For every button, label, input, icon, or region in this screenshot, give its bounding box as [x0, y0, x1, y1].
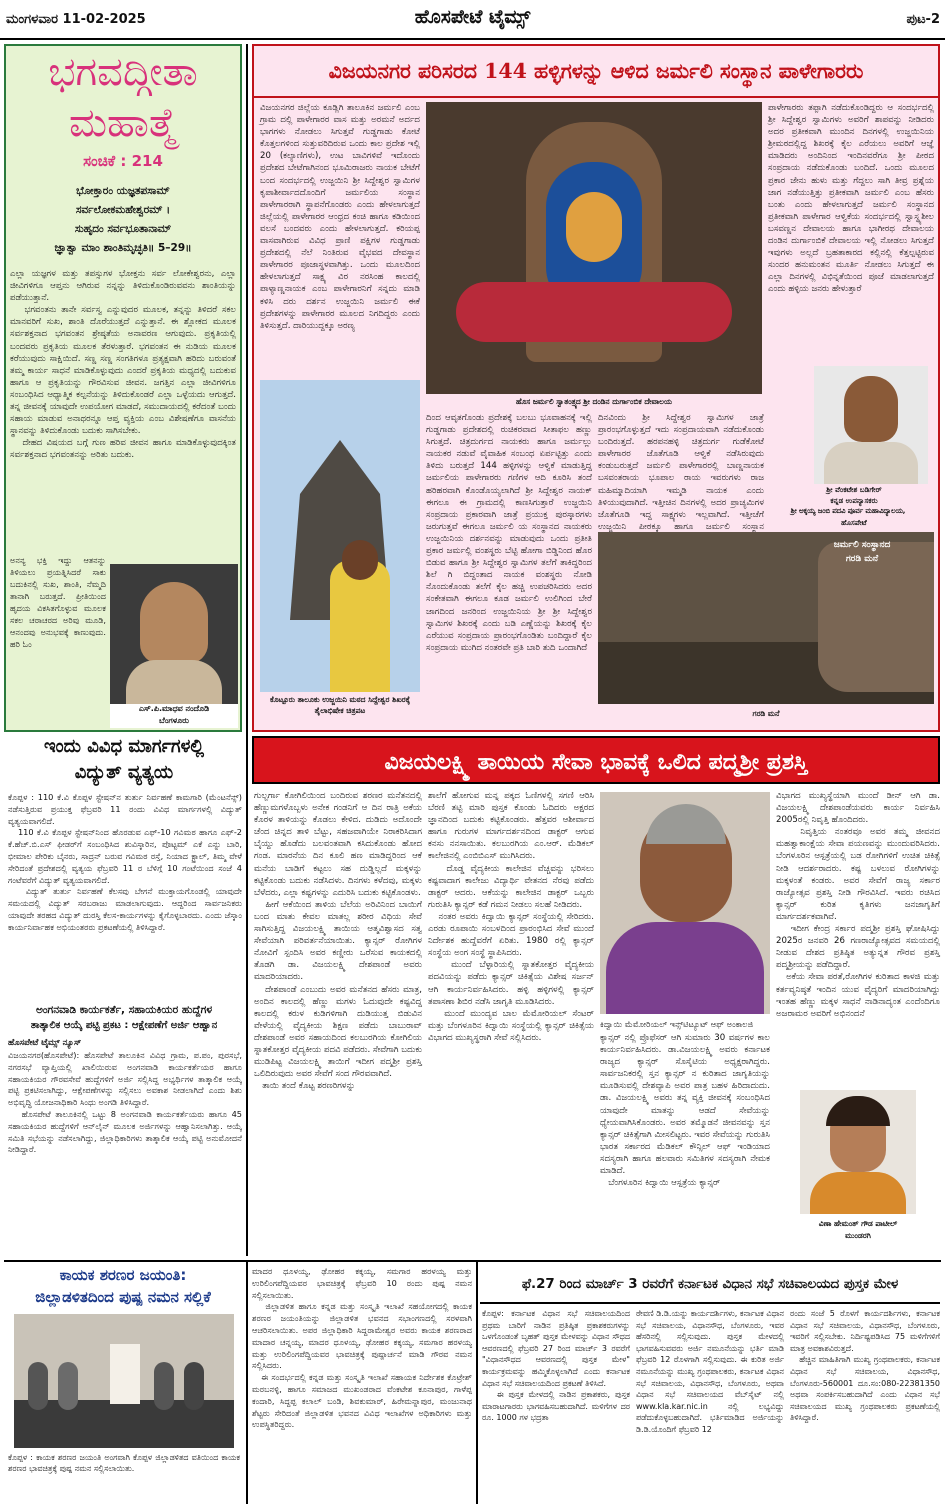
kayaka-headline-2: ಜಿಲ್ಲಾಡಳಿತದಿಂದ ಪುಷ್ಪ ನಮನ ಸಲ್ಲಿಕೆ: [35, 1288, 211, 1306]
header-rule: [0, 38, 945, 40]
vijayalakshmi-col3: ಕ್ಯಾನ್ಸರ್ ನಲ್ಲಿ ಪ್ರೊಫೆಸರ್ ಆಗಿ ಸುಮಾರು 30 ವರ್ಷಗಳ ಕಾಲ ಕಾರ್ಯನಿರ್ವಹಿಸಿದರು. ಡಾ.ವಿಜಯಲಕ್ಷ್ಮಿ ಅವರು ಕರ್ನಾಟಕ ರಾಜ್ಯದ ಕ್ಯಾನ್ಸರ್ ಸೊಸೈಟಿಯ ಅಧ್ಯಕ್ಷರಾಗಿದ್ದರು. ಸಾರ್ವಜನಿಕರಲ್ಲಿ ಸ್ತನ ಕ್ಯಾನ್ಸರ್ ನ ಕುರಿತಾದ ಜಾಗೃತಿಯನ್ನು ಮೂಡಿಸುವಲ್ಲಿ ದೇಶವ್ಯಾಪಿ ಅವರ ಪಾತ್ರ ಬಹಳ ಹಿರಿದಾದುದು. ಡಾ. ವಿಜಯಲಕ್ಷ್ಮಿ ಅವರು ತನ್ನ ವ್ಯಕ್ತಿ ಜೀವನಕ್ಕೆ ಸಂಬಂಧಿಸಿದ ಯಾವುದೇ ಮಾತನ್ನು ಆಡದೆ ಸೇವೆಯನ್ನು ಧ್ಯೇಯವಾಗಿಸಿಕೊಂಡರು. ಅವರ ತಮ್ಮೊಡನೆ ಜೀವನವನ್ನು ಸ್ತನ ಕ್ಯಾನ್ಸರ್ ಚಿಕಿತ್ಸೆಗಾಗಿ ಮೀಸಲಿಟ್ಟರು. ಇವರ ಸೇವೆಯನ್ನು ಗುರುತಿಸಿ ಭಾರತ ಸರ್ಕಾರದ ಮೆಡಿಕಲ್ ಕೌನ್ಸಿಲ್ ಆಫ್ ಇಂಡಿಯಾದ ಸದಸ್ಯರಾಗಿ ಹಾಗೂ ಹಲವಾರು ಸಮಿತಿಗಳ ಸದಸ್ಯರಾಗಿ ನೇಮಕ ಮಾಡಿದೆ. ಬೆಂಗಳೂರಿನ ಕಿದ್ವಾಯಿ ಆಸ್ಪತ್ರೆಯ ಕ್ಯಾನ್ಸರ್: [600, 1033, 770, 1189]
anganwadi-byline: ಹೊಸಪೇಟೆ ಟೈಮ್ಸ್ ನ್ಯೂಸ್: [8, 1038, 82, 1048]
vijayalakshmi-photo: [600, 792, 770, 1014]
book-fair-col2: ಠೇವಣಿ ಡಿ.ಡಿ.ಯನ್ನು ಕಾರ್ಯದರ್ಶಿಗಳು, ಕರ್ನಾಟಕ ವಿಧಾನ ಸಭೆ ಸಚಿವಾಲಯ, ವಿಧಾನಸೌಧ, ಬೆಂಗಳೂರು, ಇವರ ಹೆಸರಿನಲ್ಲಿ ಸಲ್ಲಿಸುವುದು. ಪುಸ್ತಕ ಮೇಳದಲ್ಲಿ ಭಾಗವಹಿಸುವವರು ಅರ್ಜಿ ನಮೂನೆಯನ್ನು ಭರ್ತಿ ಮಾಡಿ ಫೆಬ್ರವರಿ 12 ರೊಳಗಾಗಿ ಸಲ್ಲಿಸುವುದು. ಈ ಕುರಿತ ಅರ್ಜಿ ನಮೂನೆಯನ್ನು ಮುಖ್ಯ ಗ್ರಂಥಪಾಲಕರು, ಕರ್ನಾಟಕ ವಿಧಾನ ಸಭೆ ಸಚಿವಾಲಯ, ವಿಧಾನಸೌಧ, ಬೆಂಗಳೂರು, ಅಥವಾ ವಿಧಾನ ಸಭೆ ಸಚಿವಾಲಯದ ವೆಬ್‌ಸೈಟ್ ನಲ್ಲಿ www.kla.kar.nic.in ನಲ್ಲಿ ಲಭ್ಯವಿದ್ದು ಪಡೆದುಕೊಳ್ಳಬಹುದಾಗಿದೆ. ಭರ್ತಿಮಾಡಿದ ಅರ್ಜಿಯನ್ನು ಡಿ.ಡಿ.ಯೊಂದಿಗೆ ಫೆಬ್ರವರಿ 12: [636, 1309, 787, 1434]
veena-place: ಮುಂಡರಗಿ: [845, 1231, 871, 1240]
german-rule: [254, 96, 938, 98]
book-fair-col1: ಕೊಪ್ಪಳ: ಕರ್ನಾಟಕ ವಿಧಾನ ಸಭೆ ಸಚಿವಾಲಯದಿಂದ ಪ್ರಥಮ ಬಾರಿಗೆ ನಾಡಿನ ಪ್ರತಿಷ್ಠಿತ ಪ್ರಕಾಶಕರುಗಳನ್ನು ಒಳಗೊಂಡಂತೆ ಬೃಹತ್ ಪುಸ್ತಕ ಮೇಳವನ್ನು ವಿಧಾನ ಸೌಧದ ಆವರಣದಲ್ಲಿ ಫೆಬ್ರವರಿ 27 ರಿಂದ ಮಾರ್ಚ್ 3 ರವರೆಗೆ "ವಿಧಾನಸೌಧದ ಆವರಣದಲ್ಲಿ ಪುಸ್ತಕ ಮೇಳ" ಕಾರ್ಯಕ್ರಮವನ್ನು ಹಮ್ಮಿಕೊಳ್ಳಲಾಗಿದೆ ಎಂದು ಕರ್ನಾಟಕ ವಿಧಾನ ಸಭೆ ಸಚಿವಾಲಯದಿಂದ ಪ್ರಕಟಣೆ ತಿಳಿಸಿದೆ. ಈ ಪುಸ್ತಕ ಮೇಳದಲ್ಲಿ ನಾಡಿನ ಪ್ರಕಾಶಕರು, ಪುಸ್ತಕ ಮಾರಾಟಗಾರರು ಭಾಗವಹಿಸಬಹುದಾಗಿದೆ. ಮಳಿಗೆಗಳ ದರ ರೂ. 1000 ಗಳ ಭದ್ರತಾ: [482, 1309, 630, 1423]
garadi-mane-photo: [598, 532, 934, 704]
kayaka-group-photo: [14, 1314, 234, 1448]
author-venkatesh-photo: [814, 366, 928, 484]
venkatesh-name: ಶ್ರೀ ವೆಂಕಟೇಶ ಬಡಿಗೇರ್: [826, 485, 882, 494]
german-headline: ವಿಜಯನಗರ ಪರಿಸರದ 144 ಹಳ್ಳಿಗಳನ್ನು ಆಳಿದ ಜರ್ಮಲಿ ಸಂಸ್ಥಾನ ಪಾಳೇಗಾರರು: [328, 59, 864, 83]
gita-box: [4, 44, 242, 732]
garadi-caption: ಗರಡಿ ಮನೆ: [752, 709, 780, 718]
gita-author-name: ಎಸ್.ಪಿ.ಮಾಧವ ನಂದೊಡಿ: [110, 704, 238, 716]
german-article: [252, 44, 940, 732]
electricity-headline-1: ಇಂದು ವಿವಿಧ ಮಾರ್ಗಗಳಲ್ಲಿ: [43, 736, 205, 757]
gita-body-2: ಅನನ್ಯ ಭಕ್ತಿ ಇದ್ದು ಆತನನ್ನು ತಿಳಿಯಲು ಪ್ರಯತ್ನಿಸಿದರೆ ಸಾಕು ಬದುಕಿನಲ್ಲಿ ಸುಖ, ಶಾಂತಿ, ನೆಮ್ಮದಿ ತಾನಾಗಿ ಬರುತ್ತದೆ. ಪ್ರೀತಿಯಿಂದ ಹೃದಯ ವಿಕಸಿತಗೊಳ್ಳುವ ಮೂಲಕ ಸಕಲ ಚರಾಚರದ ಅರಿವು ಮೂಡಿ, ಆನಂದವು ಅನುಭವಕ್ಕೆ ಕಾಣುವುದು. ಹರಿ ಓಂ: [10, 555, 109, 649]
gita-body: ಎಲ್ಲಾ ಯಜ್ಞಗಳ ಮತ್ತು ತಪಸ್ಸುಗಳ ಭೋಕ್ತನು ಸರ್ವ ಲೋಕೇಶ್ವರನು, ಎಲ್ಲಾ ಜೀವಿಗಳಿಗೂ ಆಪ್ತನು ಆಗಿರುವ ನನ್ನನ್ನು ತಿಳಿದುಕೊಂಡಿರುವವನು ಶಾಂತಿಯನ್ನು ಪಡೆಯುತ್ತಾನೆ. ಭಗವಂತನು ತಾನೇ ಸರ್ವಸ್ವ ಎನ್ನುವುದರ ಮೂಲಕ, ತನ್ನನ್ನು ತಿಳಿದರೆ ಸಕಲ ಮಾನವರಿಗೆ ಸುಖ, ಶಾಂತಿ ದೊರೆಯುತ್ತದೆ ಎನ್ನುತ್ತಾನೆ. ಈ ಶ್ಲೋಕದ ಮೂಲಕ ಸರ್ವಶಕ್ತನಾದ ಭಗವಂತನ ಶ್ರೇಷ್ಠತೆಯ ಅನಾವರಣ ಆಗುವುದು. ಪ್ರಕೃತಿಯಲ್ಲಿ ಬಂದವರು ಪ್ರಕೃತಿಯ ಮೂಲಕ ತೆರಳುತ್ತಾರೆ. ಭಗವಂತನ ಈ ನುಡಿಯ ಮೂಲಕ ಕರೆಯುವುದು ಸಾಕ್ಷಿಯಿದೆ. ಸಣ್ಣ ಸಣ್ಣ ಸಂಗತಿಗಳೂ ಪ್ರತ್ಯಕ್ಷವಾಗಿ ಹರಿದು ಬರುವಂತೆ ತಮ್ಮ ಕಾರ್ಯ ಸಾಧನೆ ಮಾಡಿಕೊಳ್ಳುವುದು ಎಂದರೆ ಪ್ರಕೃತಿಯ ಮಧ್ಯದಲ್ಲಿ ಬದುಕುವ ಹಾಗೂ ಆ ಪ್ರಕೃತಿಯನ್ನು ಗೌರವಿಸುವ ಜೀವನ. ಜಗತ್ತಿನ ಎಲ್ಲಾ ಜೀವಿಗಳಿಗೂ ಸಂಬಂಧಿಸಿದ ಆಧ್ಯಾತ್ಮಿಕ ಕಲ್ಪನೆಯನ್ನು ತಿಳಿದುಕೊಂಡರೆ ಎಲ್ಲಾ ಒಳ್ಳೆಯದು ಆಗುತ್ತದೆ. ತನ್ನ ಜೀವನಕ್ಕೆ ಯಾವುದೇ ಉಪಯೋಗ ಮಾಡದೆ, ಸಮುದಾಯದಲ್ಲಿ ಕರೆದಂತೆ ಬಂದು ಸಹಾಯ ಮಾಡುವ ಅನಾಥರನ್ನೂ ಆಪ್ತ ವ್ಯಕ್ತಿಯ ಎಂಬ ವಿಶೇಷಣೆಗೂ ವಾಸನೆಯ ಸ್ಥಾನವನ್ನು ತಿಳಿದುಕೊಂಡು ಬದುಕು ಸಾಗಿಸಬೇಕು. ದೇಹದ ವಿಷಯದ ಬಗ್ಗೆ ಗುಣ ಹರಿವ ಜೀವನ ಹಾಗೂ ಮಾಡಿಕೊಳ್ಳುವುದಕ್ಕಿಂತ ಸರ್ವಶಕ್ತನಾದ ಭಗವಂತನನ್ನು ಅರಿತು ಬದುಕು.: [10, 269, 236, 461]
bottom-divider: [4, 1260, 941, 1262]
anganwadi-body: ವಿಜಯನಗರ(ಹೊಸಪೇಟೆ): ಹೊಸಪೇಟೆ ತಾಲೂಕಿನ ವಿವಿಧ ಗ್ರಾಮ, ಪ.ಪಂ, ಪುರಸಭೆ, ನಗರಸಭೆ ವ್ಯಾಪ್ತಿಯಲ್ಲಿ ಖಾಲಿಯಿರುವ ಅಂಗನವಾಡಿ ಕಾರ್ಯಕರ್ತೆಯರ ಹಾಗೂ ಸಹಾಯಕಿಯರ ಗೌರವಸೇವೆ ಹುದ್ದೆಗಳಿಗೆ ಅರ್ಜಿ ಸಲ್ಲಿಸಿದ್ದ ಅಭ್ಯರ್ಥಿಗಳ ತಾತ್ಕಾಲಿಕ ಆಯ್ಕೆ ಪಟ್ಟಿ ಪ್ರಕಟಿಸಲಾಗಿದ್ದು, ಆಕ್ಷೇಪಣೆಗಳನ್ನು ಸಲ್ಲಿಸಲು ಅವಕಾಶ ನೀಡಲಾಗಿದೆ ಎಂದು ಶಿಶು ಅಭಿವೃದ್ಧಿ ಯೋಜನಾಧಿಕಾರಿ ಸಿಂಧು ಅಂಗಡಿ ತಿಳಿಸಿದ್ದಾರೆ. ಹೊಸಪೇಟೆ ತಾಲೂಕಿನಲ್ಲಿ ಒಟ್ಟು 8 ಅಂಗನವಾಡಿ ಕಾರ್ಯಕರ್ತೆಯರು ಹಾಗೂ 45 ಸಹಾಯಕಿಯರ ಹುದ್ದೆಗಳಿಗೆ ಆನ್‌ಲೈನ್ ಮೂಲಕ ಅರ್ಜಿಗಳನ್ನು ಆಹ್ವಾನಿಸಲಾಗಿತ್ತು. ಆಯ್ಕೆ ಸಮಿತಿ ಸಭೆಯನ್ನು ನಡೆಸಲಾಗಿದ್ದು, ಜಿಲ್ಲಾಧಿಕಾರಿಗಳು ತಾತ್ಕಾಲಿಕ ಆಯ್ಕೆ ಪಟ್ಟಿ ಅನುಮೋದನೆ ನೀಡಿದ್ದಾರೆ.: [8, 1050, 242, 1155]
veena-name: ವಿಣಾ ಹೇಮಂತ್ ಗೌಡ ಪಾಟೀಲ್: [818, 1219, 898, 1228]
book-divider: [476, 1262, 478, 1504]
page-header: [0, 0, 945, 44]
page-number: ಪುಟ-2: [906, 12, 940, 27]
tower-caption: ಕೊಟ್ಟೂರು ತಾಲೂಕು ಉಜ್ಜಯಿನಿ ಮಠದ ಸಿದ್ದೇಶ್ವರ ಶಿಖರಕ್ಕೆ ತೈಲಾಭಿಷೇಕ ಚಿತ್ರಪಟ: [269, 695, 411, 715]
masthead: ಹೊಸಪೇಟೆ ಟೈಮ್ಸ್: [414, 6, 531, 28]
gita-shloka: ಭೋಕ್ತಾರಂ ಯಜ್ಞತಪಸಾಮ್ ಸರ್ವಲೋಕಮಹೇಶ್ವರಮ್ । ಸುಹೃದಂ ಸರ್ವಭೂತಾನಾಮ್ ಜ್ಞಾತ್ವಾ ಮಾಂ ಶಾಂತಿಮೃಚ್ಛತಿ॥ 5–29॥: [54, 185, 192, 254]
gita-author-photo: [110, 564, 238, 704]
header-date: ಮಂಗಳವಾರ 11-02-2025: [6, 12, 146, 27]
tower-photo: [260, 380, 420, 692]
anganwadi-headline-1: ಅಂಗನವಾಡಿ ಕಾರ್ಯಕರ್ತೆ, ಸಹಾಯಕಿಯರ ಹುದ್ದೆಗಳ: [35, 1004, 213, 1016]
veena-photo: [800, 1090, 916, 1214]
kayaka-body: ಮಾದರ ಧೂಳಯ್ಯ, ಢೋಹರ ಕಕ್ಕಯ್ಯ, ಸಮಗಾರ ಹರಳಯ್ಯ ಮತ್ತು ಉರಿಲಿಂಗಪೆದ್ದಿಯವರ ಭಾವಚಿತ್ರಕ್ಕೆ ಫೆಬ್ರವರಿ 10 ರಂದು ಪುಷ್ಪ ನಮನ ಸಲ್ಲಿಸಲಾಯಿತು. ಜಿಲ್ಲಾಡಳಿತ ಹಾಗೂ ಕನ್ನಡ ಮತ್ತು ಸಂಸ್ಕೃತಿ ಇಲಾಖೆ ಸಹಯೋಗದಲ್ಲಿ ಕಾಯಕ ಶರಣರ ಜಯಂತಿಯನ್ನು ಜಿಲ್ಲಾಡಳಿತ ಭವನದ ಸಭಾಂಗಣದಲ್ಲಿ ಸರಳವಾಗಿ ಆಚರಿಸಲಾಯಿತು. ಅಪರ ಜಿಲ್ಲಾಧಿಕಾರಿ ಸಿದ್ದರಾಮೇಶ್ವರ ಅವರು ಕಾಯಕ ಶರಣರಾದ ಮಾದಾರ ಚನ್ನಯ್ಯ, ಮಾದರ ಧೂಳಯ್ಯ, ಢೋಹರ ಕಕ್ಕಯ್ಯ, ಸಮಗಾರ ಹರಳಯ್ಯ ಮತ್ತು ಉರಿಲಿಂಗಪೆದ್ದಿಯವರ ಭಾವಚಿತ್ರಕ್ಕೆ ಪುಷ್ಪಾರ್ಚನೆ ಮಾಡಿ ಗೌರವ ನಮನ ಸಲ್ಲಿಸಿದರು. ಈ ಸಂದರ್ಭದಲ್ಲಿ ಕನ್ನಡ ಮತ್ತು ಸಂಸ್ಕೃತಿ ಇಲಾಖೆ ಸಹಾಯಕ ನಿರ್ದೇಶಕ ಕೊಟ್ರೇಶ್ ಮರಬನಳ್ಳಿ, ಹಾಗೂ ಸಮಾಜದ ಮುಖಂಡರಾದ ವೆಂಕಟೇಶ ಕೂನಾಪುರ, ಗಾಳೆಪ್ಪ ಕಂದಾರಿ, ಸಿದ್ದಪ್ಪ ಕಲಾಲ್ ಬಂಡಿ, ಶಿವಕುಮಾರ್, ಹಿರೇಮನ್ನಾಪುರ, ಮಂಜುನಾಥ ಶೆಟ್ಟರು ಸೇರಿದಂತೆ ಜಿಲ್ಲಾಡಳಿತ ಭವನದ ವಿವಿಧ ಇಲಾಖೆಗಳ ಅಧಿಕಾರಿಗಳು ಮತ್ತು ಉಪಸ್ಥಿತರಿದ್ದರು.: [252, 1266, 473, 1430]
anganwadi-headline-2: ತಾತ್ಕಾಲಿಕ ಆಯ್ಕೆ ಪಟ್ಟಿ ಪ್ರಕಟ : ಆಕ್ಷೇಪಣೆಗೆ ಅರ್ಜಿ ಆಹ್ವಾನ: [30, 1020, 218, 1031]
kayaka-box: [4, 1264, 242, 1500]
gita-title-line1: ಭಗವದ್ಗೀತಾ: [48, 49, 198, 95]
electricity-body: ಕೊಪ್ಪಳ : 110 ಕೆ.ವಿ ಕೊಪ್ಪಳ ಸ್ಟೇಷನ್‌ನ ತುರ್ತು ನಿರ್ವಹಣೆ ಕಾಮಗಾರಿ (ಮೆಂಟನೆನ್ಸ್) ನಡೆಸುತ್ತಿರುವ ಪ್ರಯುಕ್ತ ಫೆಬ್ರವರಿ 11 ರಂದು ವಿವಿಧ ಮಾರ್ಗಗಳಲ್ಲಿ ವಿದ್ಯುತ್ ವ್ಯತ್ಯಯವಾಗಲಿದೆ. 110 ಕೆ.ವಿ ಕೊಪ್ಪಳ ಸ್ಟೇಷನ್‌ನಿಂದ ಹೊರಡುವ ಎಫ್-10 ಗವಿಮಠ ಹಾಗೂ ಎಫ್-2 ಕೆ.ಹೆಚ್.ಬಿ.ಎಸ್ ಫೀಡರ್‌ಗೆ ಸಂಬಂಧಿಸಿದ ಶುವಿಸ್ಕಾರಿನ, ಪೊಟ್ಟಮ್ ಎಕೆ ಎನ್ನು ಬಾರಿ, ಭೀಮಾಲ ಪೇರಿಕು ಬೈನರು, ಸಾದ್ರನ್ ಬರುವ ಗವಿಮಠ ರಸ್ತೆ, ನಿಯಾದ ಕ್ಟ್ರಾಲ್, ತಿಮ್ಮ ವೇಳೆ ಸೇರಿದಂತೆ ಪ್ರದೇಶದಲ್ಲಿ ವ್ಯತ್ಯಯ ಫೆಬ್ರವರಿ 11 ರ ಬೆಳಿಗ್ಗೆ 10 ಗಂಟೆಯಿಂದ ಸಂಜೆ 4 ಗಂಟೆವರೆಗೆ ವಿದ್ಯುತ್ ವ್ಯತ್ಯಯವಾಗಲಿದೆ. ವಿದ್ಯುತ್ ತುರ್ತು ನಿರ್ವಹಣೆ ಕೆಲಸವು ಬೇಗನೆ ಮುಕ್ತಾಯಗೊಂಡಲ್ಲಿ ಯಾವುದೇ ಸಮಯದಲ್ಲಿ ವಿದ್ಯುತ್ ಸರಬರಾಜು ಮಾಡಲಾಗುವುದು. ಆದ್ದರಿಂದ ಸಾರ್ವಜನಿಕರು ಯಾವುದೇ ತರಹದ ವಿದ್ಯುತ್ ದುರಸ್ತಿ ಕೆಲಸ-ಕಾರ್ಯಗಳನ್ನು ಕೈಗೊಳ್ಳಬಾರದು. ಎಂದು ಜೆಸ್ಕಾಂ ಕಾರ್ಯನಿರ್ವಾಹಕ ಅಭಿಯಂತರರು ಪ್ರಕಟಣೆಯಲ್ಲಿ ತಿಳಿಸಿದ್ದಾರೆ.: [8, 792, 243, 932]
vijayalakshmi-photo-caption: ಕಿದ್ವಾಯಿ ಮೆಮೋರಿಯಲ್ ಇನ್ಸ್‌ಟಿಟ್ಯೂಟ್ ಆಫ್ ಅಂಕಾಲಜಿ: [600, 1019, 754, 1029]
german-col4: ಪಾಳೇಗಾರರು ತಪ್ಪಾಗಿ ನಡೆದುಕೊಂಡಿದ್ದರು ಆ ಸಂದರ್ಭದಲ್ಲಿ ಶ್ರೀ ಸಿದ್ದೇಶ್ವರ ಸ್ವಾಮಿಗಳು ಅವರಿಗೆ ಶಾಪವನ್ನು ನೀಡಿದರು ಅದರ ಪ್ರತೀಕವಾಗಿ ಮುಂದಿನ ದಿನಗಳಲ್ಲಿ ಉಜ್ಜಯಿನಿಯ ಶ್ರೀಮಠದಲ್ಲಿದ್ದ ಶಿಖರಕ್ಕೆ ಕೈಲ ಎರೆಯಲು ಅವರಿಗೆ ಆಜ್ಞೆ ಮಾಡಿದರು ಅಂದಿನಿಂದ ಇಂದಿನವರೆಗೂ ಶ್ರೀ ಪೀಠದ ಸಂಪ್ರದಾಯ ನಡೆದುಕೊಂಡು ಬಂದಿದೆ. ಒಂದು ಮೂಲದ ಪ್ರಕಾರ ಜೇನು ಹುಳು ಮತ್ತು ಗೆದ್ದಲು ಸಾಗಿ ತೀವ್ರ ಪ್ರಶ್ನೆಯ ಜಾಗ ನಡೆಯುತ್ತಿತ್ತು ಪ್ರತೀಕವಾಗಿ ಜರ್ಮಲಿ ಎಂಬ ಹೆಸರು ಬಂತು ಎಂದು ಹೇಳಲಾಗುತ್ತದೆ ಜರ್ಮಲಿ ಸಂಸ್ಥಾನದ ಪ್ರತೀಕವಾಗಿ ಪಾಳೇಗಾರ ಆಳ್ವಿಕೆಯ ಸಂದರ್ಭದಲ್ಲಿ ಸ್ವಾಸ್ಥ್ಯಶೀಲ ಬಸವಣ್ಣನ ದೇವಾಲಯ ಹಾಗೂ ಭಾಗೀರಥ ದೇವಾಲಯ ದಂಡಿನ ದುರ್ಗಾಂಬಿಕೆ ದೇವಾಲಯ ಇಲ್ಲಿ ನೋಡಲು ಸಿಗುತ್ತದೆ ಇವುಗಳು ಅಲ್ಲದೆ ಬ್ರಹತಾಕಾರದ ಕಲ್ಲಿನಲ್ಲಿ ಕೆತ್ತಲ್ಪಟ್ಟಿರುವ ಸುಂದರ ಹನುಮಂತನ ಮೂರ್ತಿ ನೋಡಲು ಸಿಗುತ್ತದೆ ಈ ಎಲ್ಲಾ ದಿನಗಳಲ್ಲಿ ವಿಭಿನ್ನತೆಯಿಂದ ಪೂಜೆ ಮಾಡಲಾಗುತ್ತದೆ ಎಂದು ಹಳ್ಳಿಯ ಜನರು ಹೇಳುತ್ತಾರೆ: [768, 103, 937, 295]
german-col1: ವಿಜಯನಗರ ಜಿಲ್ಲೆಯ ಕೂಡ್ಲಿಗಿ ತಾಲೂಕಿನ ಜರ್ಮಲಿ ಎಂಬ ಗ್ರಾಮ ದಲ್ಲಿ ಪಾಳೇಗಾರರ ವಾಸ ಮತ್ತು ಅರಮನೆ ಅರ್ದದ ಭಾಗಗಳು ನೋಡಲು ಸಿಗುತ್ತವೆ ಗುಡ್ಡಗಾಡು ಕೋಟೆ ಕೊತ್ತಲಗಳಿಂದ ಸುತ್ತುವರಿದಿರುವ ಒಂದು ಕಾಲ ಪ್ರದೇಶ ಇಲ್ಲಿ 20 (ಕಲ್ಯಾಣಿಗಳು), ಉಟ ಬಾವಿಗಳಿವೆ ಇದೊಂದು ಪ್ರದೇಶದ ಬೇಟೆಗಾಗಿನಂದ ಭೂಮಿರಾಜರು ನಾಯಕ ಬೇಟೆಗೆ ಬಂದ ಸಂದರ್ಭದಲ್ಲಿ ಉಜ್ಜಯಿನಿ ಶ್ರೀ ಸಿದ್ದೇಶ್ವರ ಸ್ವಾಮಿಗಳ ಕೃಪಾಶೀರ್ವಾದದೊಂದಿಗೆ ಜರ್ಮಲಿಯ ಸಂಸ್ಥಾನ ಪಾಳೇಗಾರರಾಗಿ ಸ್ಥಾಪನೆಗೊಂಡರು ಎಂದು ಹೇಳಲಾಗುತ್ತದೆ ಜಿಲ್ಲೆಯಲ್ಲಿ ಪಾಳೇಗಾರರ ಆಂಧ್ರದ ಕಂಚಿ ಹಾಗೂ ಕಡಿಯಿಂದ ವಲಸೆ ಬಂದವರು ಎಂದು ಹೇಳಲಾಗುತ್ತದೆ. ಕರಿಯಪ್ಪ ವಾಸವಾಗಿರುವ ವಿವಿಧ ಪ್ರಾಣಿ ಪಕ್ಷಿಗಳ ಗುಡ್ಡಗಾಡು ಪ್ರದೇಶದಲ್ಲಿ ನೆಲೆ ನಿಂತಿರುವ ವೈಭವದ ದೇವಸ್ಥಾನ ಪಾಳೇಗಾರರ ಪೂಜಾಸ್ಥಳವಾಗಿತ್ತು. ಒಂದು ಮೂಲದಿಂದ ಹೇಳಲಾಗುತ್ತದೆ ಸಾಕ್ಷ್ಯ ವಿರ ನರಸಿಂಹ ಕಾಲದಲ್ಲಿ ಪಾಳ್ಯಾಣ್ಣನಾಯಕ ಎಂಬ ಪಾಳೇಗಾರನಿಗೆ ಸನ್ನದು ಮಾಡಿ ಕಳಿಸಿ ದರು ದರ್ಶನ ಉಜ್ಜಯಿನಿ ಜರ್ಮಲಿ ಈಕೆ ಪ್ರದೇಶಗಳನ್ನು ಪಾಳೇಗಾರರ ಮೂಲದ ನಿಗದಿದ್ದರು ಎಂದು ತಿಳಿಸುತ್ತದೆ. ದಾರಿಯುದ್ದಕ್ಕೂ ಅರಣ್ಯ: [260, 103, 423, 331]
book-fair-headline: ಫೆ.27 ರಿಂದ ಮಾರ್ಚ್ 3 ರವರೆಗೆ ಕರ್ನಾಟಕ ವಿಧಾನ ಸಭೆ ಸಚಿವಾಲಯದ ಪುಸ್ತಕ ಮೇಳ: [480, 1266, 940, 1304]
cave-label-2: ಗರಡಿ ಮನೆ: [845, 554, 879, 564]
gita-author-place: ಬೆಂಗಳೂರು: [110, 716, 238, 728]
venkatesh-town: ಹೊಸಪೇಟೆ: [841, 518, 867, 527]
vijayalakshmi-headline: ವಿಜಯಲಕ್ಷ್ಮಿ ತಾಯಿಯ ಸೇವಾ ಭಾವಕ್ಕೆ ಒಲಿದ ಪದ್ಮಶ್ರೀ ಪ್ರಶಸ್ತಿ: [252, 736, 940, 784]
column-divider: [246, 44, 248, 1256]
vijayalakshmi-col1: ಗುಲ್ಬರ್ಗಾ ಕೋಗಿಲಿಯಿಂದ ಬಂದಿರುವ ಶರಣರ ಮನೆತನದಲ್ಲಿ ಹೆಣ್ಣುಮಗಳೊಬ್ಬಳು ಅನೇಕ ಗಂಡನಿಗೆ ಆ ದಿನ ರಾತ್ರಿ ಅಕೆಯ ಕೊರಳ ತಾಳಿಯನ್ನು ಕೊಡಲು ಕೇಳಿದ. ದುಡಿದು ಅದೊಂದೇ ಚೆಂದ ಚಿನ್ನದ ತಾಳಿ ಬೆಟ್ಟು, ಸಹಜವಾಗಿಯೇ ನಿರಾಕರಿಸಿದಾಗ ಬೈಯ್ದು ಹೊಡೆದು ಬಲವಂತವಾಗಿ ಕಸಿದುಕೊಂಡು ಹೋದ ಗಂಡ. ಮಾರನೆಯ ದಿನ ಕೂಲಿ ಹಣ ಮಾಡಿದ್ದರಿಂದ ಆಕೆ ಮನೆಯ ಬಾಡಿಗೆ ಕಟ್ಟಲು ಸಹ ದುಡ್ಡಿಲ್ಲದೆ ಮಕ್ಕಳನ್ನು ಕಟ್ಟಿಕೊಂಡು ಬದುಕು ನಡೆಸಿದಳು. ದಿನಗಳು ಕಳೆದವು, ಮಕ್ಕಳು ಬೆಳೆದರು, ಎಲ್ಲಾ ಕಷ್ಟಗಳನ್ನು ಎದುರಿಸಿ ಬದುಕು ಕಟ್ಟಿಕೊಂಡಳು. ಹೀಗೆ ಆಕೆಯಿಂದ ತಾಳಿಯ ಬೆಲೆಯ ಅರಿವಿನಿಂದ ಬಾಯಿಗೆ ಬಂದ ಮಾತು ಕೇವಲ ಮಾತಲ್ಲ ಶರೀರ ವಿಧಿಯ ಸೇವೆ ಸಾಗಿಸುತ್ತಿದ್ದ ವಿಜಯಲಕ್ಷ್ಮಿ ತಾಯಿಯ ಆತ್ಮವಿಶ್ವಾಸದ ಸತ್ವ ಸೇವೆಯಾಗಿ ಪರಿವರ್ತನೆಯಾಯಿತು. ಕ್ಯಾನ್ಸರ್ ರೋಗಿಗಳ ನೋವಿಗೆ ಸ್ಪಂದಿಸಿ ಅವರ ಕಣ್ಣೀರು ಒರೆಸುವ ಕಾಯಕದಲ್ಲಿ ತೊಡಗಿ ಡಾ. ವಿಜಯಲಕ್ಷ್ಮಿ ದೇಶಪಾಂಡೆ ಅವರು ಮಾದರಿಯಾದರು. ದೇಶಪಾಂಡೆ ಎಂಬುದು ಅವರ ಮನೆತನದ ಹೆಸರು ಮಾತ್ರ, ಅಂದಿನ ಕಾಲದಲ್ಲಿ ಹೆಣ್ಣು ಮಗಳು ಓದುವುದೇ ಕಷ್ಟವಿದ್ದ ಕಾಲದಲ್ಲಿ ಕರುಳ ಕುಡಿಗಳಿಗಾಗಿ ದುಡಿಯುತ್ತ ಬಿಡುವಿನ ವೇಳೆಯಲ್ಲಿ ವೈದ್ಯಕೀಯ ಶಿಕ್ಷಣ ಪಡೆದು ಬಾಬುರಾವ್ ದೇಶಪಾಂಡೆ ಅವರ ಸಹಾಯದಿಂದ ಕಲಬುರಗಿಯ ಕೋಗಿಲಿಯ ಸ್ನಾತಕೋತ್ತರ ವೈದ್ಯಕೀಯ ಪದವಿ ಪಡೆದರು. ಸೇವೆಗಾಗಿ ಬದುಕು ಮುಡಿಪಿಟ್ಟ ವಿಜಯಲಕ್ಷ್ಮಿ ತಾಯಿಗೆ ಇದೀಗ ಪದ್ಮಶ್ರೀ ಪ್ರಶಸ್ತಿ ಒಲಿದಿರುವುದು ಅವರ ಸೇವೆಗೆ ಸಂದ ಗೌರವವಾಗಿದೆ. ತಾಯಿ ತಂದೆ ಕೊಟ್ಟ ಶರಣರಿಗಳನ್ನು: [254, 791, 422, 1092]
kayaka-divider: [246, 1262, 248, 1504]
venkatesh-school: ಶ್ರೀ ಅಕ್ಕಯ್ಯ ಜಂಬಿ ಪದವಿ ಪೂರ್ವ ಮಹಾವಿದ್ಯಾಲಯ,: [790, 507, 906, 515]
german-col2: ದಿಂದ ಆವೃತಗೊಂಡು ಪ್ರದೇಶಕ್ಕೆ ಬಲಬು ಭೂವಾಹನಕ್ಕೆ ಇಲ್ಲಿ ಗುಡ್ಡಗಾಡು ಪ್ರದೇಶದಲ್ಲಿ ರುಚಿಕರವಾದ ಸೀತಾಫಲ ಹಣ್ಣು ಸಿಗುತ್ತದೆ. ಚಿತ್ರದುರ್ಗದ ನಾಯಕರು ಹಾಗೂ ಜರ್ಮಲ್ಲು ನಾಯಕರ ನಡುವೆ ವೈವಾಹಿಕ ಸಂಬಂಧ ಏರ್ಪಟ್ಟಿತ್ತು ಎಂದು ತಿಳಿದು ಬರುತ್ತದೆ 144 ಹಳ್ಳಿಗಳನ್ನು ಆಳ್ವಿಕೆ ಮಾಡುತ್ತಿದ್ದ ಜರ್ಮಲಿಯ ಪಾಳೇಗಾರರು ಗಣಿಗಳ ಆದಿ ಕೂರಿಸಿ ತಂದೆ ಹರಿಹರವಾಗಿ ಕೊಂಡೊಯ್ಯಲಾಗಿದೆ ಶ್ರೀ ಸಿದ್ದೇಶ್ವರ ನಾಯಕ್ ಈಗಲೂ ಈ ಗ್ರಾಮದಲ್ಲಿ ಕಾಣಸಿಗುತ್ತಾರೆ ಉಜ್ಜಯಿನಿ ಸಂಪ್ರದಾಯ ಪ್ರಕಾರವಾಗಿ ಜಾತ್ರೆ ಪ್ರಯುಕ್ತ ಪುರಸ್ಕಾರಗಳು ಜರುಗುತ್ತವೆ ಈಗಲೂ ಜರ್ಮಲಿ ಯ ಸಂಸ್ಥಾನದ ನಾಯಕರು ಉಜ್ಜಯಿನಿಯ ದರ್ಶನವನ್ನು ಮಾಡುವುದು ಒಂದು ಪ್ರತೀತಿ ಪ್ರಕಾರ ಜರ್ಮಲ್ಲಿ ವಂಶಸ್ಥರು ಬೆಟ್ಟಿ ಹೋಗಾ ಬಿಡ್ಡಿನಿಂದ ಹೊರ ಬಿಡುವ ಹಾಗೂ ಶ್ರೀ ಸಿದ್ದೇಶ್ವರ ಸ್ವಾಮಿಗಳ ತಲೆಗೆ ತಾಕಿದ್ದರಿಂದ ಶಿಲೆ ಗಿ ಬಿದ್ದಂತಾದ ನಾಯಕ ವಂಶಸ್ಥರು ನೋಡಿ ನೊಂದುಕೊಂಡು ತಲೆಗೆ ಕೈಲ ಹಚ್ಚಿ ಉಪಚರಿಸಿದರು ಅದರ ಸಂಕೇತವಾಗಿ ಈಗಲೂ ಕೂಡ ಜರ್ಮಲಿ ಉಲಿಗಿಂದ ಬೇರೆ ಜಾಗದಿಂದ ಜನರಿಂದ ಉಜ್ಜಯಿನಿಯ ಶ್ರೀ ಶ್ರೀ ಸಿದ್ದೇಶ್ವರ ಸ್ವಾಮಿಗಳ ಶಿಖರಕ್ಕೆ ಎಂದು ಬಡಿ ಎಣ್ಣೆಯನ್ನು ಶಿಖರಕ್ಕೆ ಕೈಲ ಎರೆಯುವ ಸಂಪ್ರದಾಯ ಪ್ರಾರಂಭಗೊಂಡಿತು ಬಂದಿದ್ದಾರೆ ಕೈಲ ಸಂಪ್ರದಾಯ ಮುಗಿದ ನಂತರವೇ ಪ್ರತಿ ಬಾರಿ ತುದಿ ಒಂದಾಗಿದೆ: [426, 413, 595, 653]
gita-issue: ಸಂಚಿಕೆ : 214: [83, 152, 163, 170]
temple-idol-caption: ಹೊಸ ಜರ್ಮಲಿ ಸ್ವಾತಂತ್ರ್ಯದ ಶ್ರೀ ದಂಡಿನ ದುರ್ಗಾಂಬಿಕ ದೇವಾಲಯ: [515, 397, 673, 406]
venkatesh-role: ಕನ್ನಡ ಉಪನ್ಯಾಸಕರು: [830, 496, 878, 505]
temple-idol-photo: [426, 102, 762, 394]
german-col3: ದಿನವಿಂದು ಶ್ರೀ ಸಿದ್ದೇಶ್ವರ ಸ್ವಾಮಿಗಳ ಜಾತ್ರೆ ಪ್ರಾರಂಭಗೊಳ್ಳುತ್ತದೆ ಇದು ಸಂಪ್ರದಾಯವಾಗಿ ನಡೆದುಕೊಂಡು ಬಂದಿರುತ್ತದೆ. ಹರಪನಹಳ್ಳಿ ಚಿತ್ರದುರ್ಗ ಗುಡೆಕೋಟೆ ಪಾಳೇಗಾರರ ಜೊತೆಗೂಡಿ ಆಳ್ವಿಕೆ ನಡೆಸಿರುವುದು ಕಂಡುಬರುತ್ತದೆ ಜರ್ಮಲಿ ಪಾಳೇಗಾರರಲ್ಲಿ ಬಾಣ್ಣನಾಯಕ ಬಸವಂತರಾಯ ಭೂಪಾಲ ರಾಯ ಇವರುಗಳು ರಾಜ ಮಹಿಮ್ಮಾದಿಯಾಗಿ ಇಮ್ಮಡಿ ನಾಯಕ ಎಂದು ತಿಳಿಯುವುದಾಗಿದೆ. ಇತ್ತೀಚಿನ ದಿನಗಳಲ್ಲಿ ಅದರ ಪ್ರಾಚ್ಯಮಿಗಳ ಜೊತೆಗೂಡಿ ಇದ್ದ ಸಾಕ್ಷ್ಯಗಳು ಇಲ್ಲವಾಗಿದೆ. ಇತ್ತೀಚೆಗೆ ಉಜ್ಜಯಿನಿ ಪೀಠಕ್ಕೂ ಹಾಗೂ ಜರ್ಮಲಿ ಸಂಸ್ಥಾನ: [598, 413, 764, 532]
kayaka-headline-1: ಕಾಯಕ ಶರಣರ ಜಯಂತಿ:: [59, 1266, 187, 1284]
vijayalakshmi-col2: ಶಾಲೆಗೆ ಹೋಗುವ ಮನ್ನ ಪಕ್ಕದ ಓಣಿಗಳಲ್ಲಿ ಸಗಣಿ ಆರಿಸಿ ಬೆರಣಿ ತಟ್ಟಿ ಮಾರಿ ಪುಸ್ತಕ ಕೊಂಡು ಓದಿದರು ಅಕ್ಷರದ ಜ್ಞಾನದಿಂದ ಬದುಕು ಕಟ್ಟಿಕೊಂಡರು. ಹೆತ್ತವರ ಆಶೀರ್ವಾದ ಹಾಗೂ ಗುರುಗಳ ಮಾರ್ಗದರ್ಶನದಿಂದ ಡಾಕ್ಟರ್ ಆಗುವ ಕನಸು ನನಸಾಯಿತು. ಕಲಬುರಗಿಯ ಎಂ.ಆರ್. ಮೆಡಿಕಲ್ ಕಾಲೇಜಿನಲ್ಲಿ ಎಂಬಿಬಿಎಸ್ ಮುಗಿಸಿದರು. ದೊಡ್ಡ ವೈದ್ಯಕೀಯ ಕಾಲೇಜಿನ ವೆಚ್ಚವನ್ನು ಭರಿಸಲು ಕಷ್ಟವಾದಾಗ ಕಾಲೇಜು ವಿದ್ಯಾರ್ಥಿ ವೇತನದ ನೆರವು ಪಡೆದು ಡಾಕ್ಟರ್ ಆದರು. ಆಕೆಯನ್ನು ಕಾಲೇಜಿನ ಡಾಕ್ಟರ್ ಒಬ್ಬರು ಗುರುತಿಸಿ ಕ್ಯಾನ್ಸರ್ ಕಡೆ ಗಮನ ನೀಡಲು ಸಲಹೆ ನೀಡಿದರು. ನಂತರ ಅವರು ಕಿದ್ವಾಯಿ ಕ್ಯಾನ್ಸರ್ ಸಂಸ್ಥೆಯಲ್ಲಿ ಸೇರಿದರು. ಎರಡು ರೂಪಾಯಿ ಸಂಬಳದಿಂದ ಪ್ರಾರಂಭಿಸಿದ ಸೇವೆ ಮುಂದೆ ನಿರ್ದೇಶಕ ಹುದ್ದೆವರೆಗೆ ಏರಿತು. 1980 ರಲ್ಲಿ ಕ್ಯಾನ್ಸರ್ ಸಂಸ್ಥೆಯ ಅಂಗ ಸಂಸ್ಥೆ ಸ್ಥಾಪಿಸಿದರು. ಮುಂದೆ ಬೆಳ್ಳಾರಿಯಲ್ಲಿ ಸ್ನಾತಕೋತ್ತರ ವೈದ್ಯಕೀಯ ಪದವಿಯನ್ನು ಪಡೆದು ಕ್ಯಾನ್ಸರ್ ಚಿಕಿತ್ಸೆಯ ವಿಶೇಷ ಸರ್ಜನ್ ಆಗಿ ಕಾರ್ಯನಿರ್ವಹಿಸಿದರು. ಹಳ್ಳಿ ಹಳ್ಳಿಗಳಲ್ಲಿ ಕ್ಯಾನ್ಸರ್ ತಪಾಸಣಾ ಶಿಬಿರ ನಡೆಸಿ ಜಾಗೃತಿ ಮೂಡಿಸಿದರು. ಮುಂದೆ ಮುಂದ್ಯವ ಬಾಲ ಮೆಮೋರಿಯಲ್ ಸೆಂಟರ್ ಮತ್ತು ಬೆಂಗಳೂರಿನ ಕಿದ್ವಾಯಿ ಸಂಸ್ಥೆಯಲ್ಲಿ ಕ್ಯಾನ್ಸರ್ ಚಿಕಿತ್ಸೆಯ ವಿಭಾಗದ ಮುಖ್ಯಸ್ಥರಾಗಿ ಸೇವೆ ಸಲ್ಲಿಸಿದರು.: [428, 791, 595, 1043]
kayaka-caption: ಕೊಪ್ಪಳ : ಕಾಯಕ ಶರಣರ ಜಯಂತಿ ಅಂಗವಾಗಿ ಕೊಪ್ಪಳ ಜಿಲ್ಲಾಡಳಿತದ ವತಿಯಿಂದ ಕಾಯಕ ಶರಣರ ಭಾವಚಿತ್ರಕ್ಕೆ ಪುಷ್ಪ ನಮನ ಸಲ್ಲಿಸಲಾಯಿತು.: [8, 1453, 243, 1473]
cave-label-1: ಜರ್ಮಲಿ ಸಂಸ್ಥಾನದ: [833, 540, 891, 550]
electricity-headline-2: ವಿದ್ಯುತ್ ವ್ಯತ್ಯಯ: [74, 762, 174, 783]
book-fair-col3: ರಂದು ಸಂಜೆ 5 ರೊಳಗೆ ಕಾರ್ಯದರ್ಶಿಗಳು, ಕರ್ನಾಟಕ ವಿಧಾನ ಸಭೆ ಸಚಿವಾಲಯ, ವಿಧಾನಸೌಧ, ಬೆಂಗಳೂರು, ಇವರಿಗೆ ಸಲ್ಲಿಸಬೇಕು. ನಿರ್ದಿಷ್ಟಪಡಿಸಿದ 75 ಮಳಿಗೆಗಳಿಗೆ ಮಾತ್ರ ಅವಕಾಶವಿರುತ್ತದೆ. ಹೆಚ್ಚಿನ ಮಾಹಿತಿಗಾಗಿ ಮುಖ್ಯ ಗ್ರಂಥಪಾಲಕರು, ಕರ್ನಾಟಕ ವಿಧಾನ ಸಭೆ ಸಚಿವಾಲಯ, ವಿಧಾನಸೌಧ, ಬೆಂಗಳೂರು-560001 ದೂ.ಸಂ:080-22381350 ಅಥವಾ ಸಂಪರ್ಕಿಸಬಹುದಾಗಿದೆ ಎಂದು ವಿಧಾನ ಸಭೆ ಸಚಿವಾಲಯದ ಮುಖ್ಯ ಗ್ರಂಥಪಾಲಕರು ಪ್ರಕಟಣೆಯಲ್ಲಿ ತಿಳಿಸಿದ್ದಾರೆ.: [790, 1309, 940, 1423]
vijayalakshmi-col4: ವಿಭಾಗದ ಮುಖ್ಯಸ್ಥೆಯಾಗಿ ಮುಂದೆ ಡೀನ್ ಆಗಿ ಡಾ. ವಿಜಯಲಕ್ಷ್ಮಿ ದೇಶಪಾಂಡೆಯವರು ಕಾರ್ಯ ನಿರ್ವಹಿಸಿ 2005ರಲ್ಲಿ ನಿವೃತ್ತಿ ಹೊಂದಿದರು. ನಿವೃತ್ತಿಯ ನಂತರವೂ ಅವರ ತಮ್ಮ ಜೀವನದ ಮಹತ್ವಾಕಾಂಕ್ಷೆಯ ಸೇವಾ ಪಯಣವನ್ನು ಮುಂದುವರಿಸಿದರು. ಬೆಂಗಳೂರಿನ ಆಸ್ಪತ್ರೆಯಲ್ಲಿ ಬಡ ರೋಗಿಗಳಿಗೆ ಉಚಿತ ಚಿಕಿತ್ಸೆ ನೀಡಿ ಆದರ್ಶರಾದರು. ಕಷ್ಟ ಬಳಲುವ ರೋಗಿಗಳನ್ನು ಮಕ್ಕಳಂತೆ ಕಂಡರು. ಅವರ ಸೇವೆಗೆ ರಾಜ್ಯ ಸರ್ಕಾರ ರಾಜ್ಯೋತ್ಸವ ಪ್ರಶಸ್ತಿ ನೀಡಿ ಗೌರವಿಸಿದೆ. ಇವರು ರಚಿಸಿದ ಕ್ಯಾನ್ಸರ್ ಕುರಿತ ಕೃತಿಗಳು ಜನಜಾಗೃತಿಗೆ ಮಾರ್ಗದರ್ಶಕವಾಗಿವೆ. ಇದೀಗ ಕೇಂದ್ರ ಸರ್ಕಾರ ಪದ್ಮಶ್ರೀ ಪ್ರಶಸ್ತಿ ಘೋಷಿಸಿದ್ದು 2025ರ ಜನವರಿ 26 ಗಣರಾಜ್ಯೋತ್ಸವದ ಸಮಯದಲ್ಲಿ ನೀಡುವ ದೇಶದ ಪ್ರತಿಷ್ಠಿತ ಅತ್ಯುನ್ನತ ಗೌರವ ಪ್ರಶಸ್ತಿ ಪದ್ಮಶ್ರೀಯನ್ನು ಪಡೆದಿದ್ದಾರೆ. ಅಕೆಯ ಸೇವಾ ಪರತೆ,ರೋಗಿಗಳ ಕುರಿತಾದ ಕಾಳಜಿ ಮತ್ತು ಕರ್ತವ್ಯನಿಷ್ಠತೆ ಇಂದಿನ ಯುವ ವೈದ್ಯರಿಗೆ ಮಾದರಿಯಾಗಿದ್ದು ಇಂತಹ ಹೆಣ್ಣು ಮಕ್ಕಳ ಸಾಧನೆ ನಾಡಿನಾದ್ಯಂತ ಎಂದೆಂದಿಗೂ ಅಜರಾಮರ ಅವರಿಗೆ ಅಭಿನಂದನೆ: [776, 791, 940, 1019]
gita-title-line2: ಮಹಾತ್ಮೆ: [68, 100, 178, 146]
